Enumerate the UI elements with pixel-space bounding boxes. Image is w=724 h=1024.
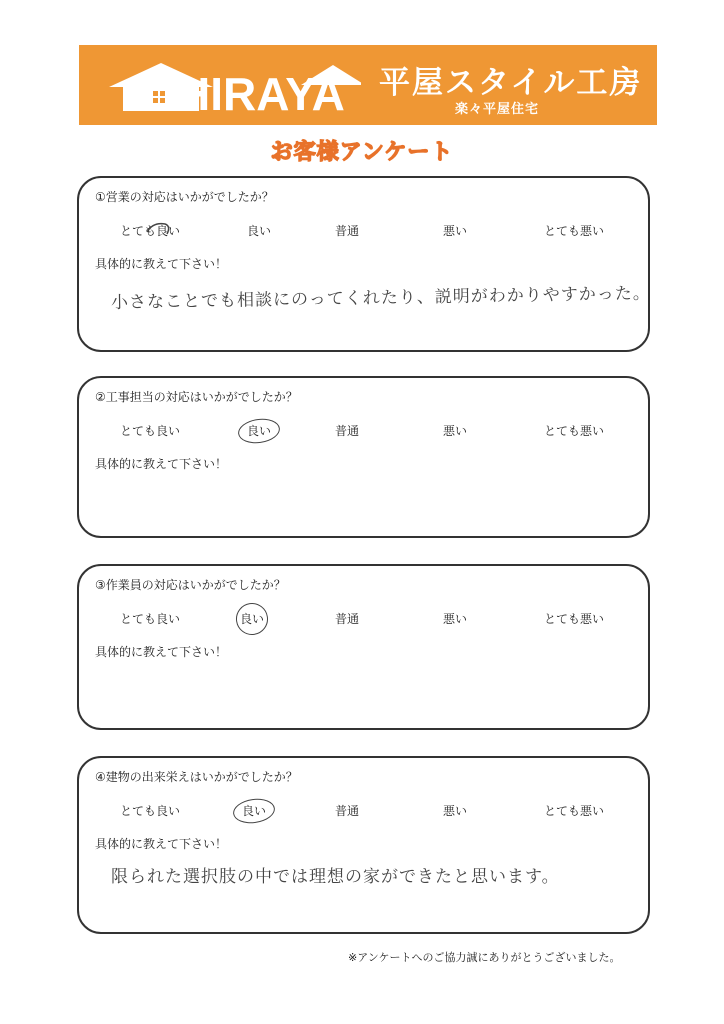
- details-label: 具体的に教えて下さい！: [95, 645, 228, 659]
- option-bad[interactable]: [443, 422, 467, 439]
- handwritten-answer: 限られた選択肢の中では理想の家ができたと思います。: [111, 867, 560, 887]
- option-bad[interactable]: [443, 222, 467, 239]
- logo-text: HIRAYA: [177, 68, 345, 115]
- option-very-good[interactable]: [120, 222, 180, 239]
- option-label: 普通: [334, 424, 360, 438]
- option-label: 普通: [334, 612, 360, 626]
- option-label: とても悪い: [543, 424, 605, 438]
- question-box-1: [77, 176, 650, 352]
- survey-title: お客様アンケート: [270, 140, 454, 165]
- option-label: 悪い: [442, 804, 468, 818]
- question-text: ②工事担当の対応はいかがでしたか？: [95, 390, 298, 404]
- details-label: 具体的に教えて下さい！: [95, 257, 228, 271]
- option-label: とても良い: [119, 424, 181, 438]
- question-text: ③作業員の対応はいかがでしたか？: [95, 578, 286, 592]
- question-box-4: [77, 756, 650, 934]
- option-very-bad[interactable]: [544, 610, 604, 627]
- option-label: 悪い: [442, 612, 468, 626]
- selection-circle-icon: [234, 600, 270, 636]
- option-label: 良い: [239, 612, 265, 626]
- option-label: 良い: [241, 804, 267, 818]
- question-box-2: [77, 376, 650, 538]
- option-bad[interactable]: [443, 610, 467, 627]
- option-very-bad[interactable]: [544, 422, 604, 439]
- option-label: とても良い: [119, 612, 181, 626]
- option-average[interactable]: [335, 802, 359, 819]
- option-label: 悪い: [442, 224, 468, 238]
- option-label: 普通: [334, 804, 360, 818]
- hiraya-logo: [101, 55, 361, 115]
- thank-you-note: ※アンケートへのご協力誠にありがとうございました。: [348, 951, 621, 964]
- option-very-bad[interactable]: [544, 802, 604, 819]
- option-good[interactable]: [247, 422, 271, 439]
- option-bad[interactable]: [443, 802, 467, 819]
- question-text: ④建物の出来栄えはいかがでしたか？: [95, 770, 298, 784]
- option-average[interactable]: [335, 610, 359, 627]
- brand-subtitle: 楽々平屋住宅: [455, 102, 540, 117]
- option-very-good[interactable]: [120, 802, 180, 819]
- option-label: 悪い: [442, 424, 468, 438]
- option-label: とても悪い: [543, 612, 605, 626]
- option-very-good[interactable]: [120, 422, 180, 439]
- option-label: 良い: [246, 224, 272, 238]
- option-good[interactable]: [247, 222, 271, 239]
- details-label: 具体的に教えて下さい！: [95, 457, 228, 471]
- question-text: ①営業の対応はいかがでしたか？: [95, 190, 274, 204]
- option-average[interactable]: [335, 422, 359, 439]
- option-label: とても良い: [119, 804, 181, 818]
- option-very-bad[interactable]: [544, 222, 604, 239]
- option-label: とても良い: [119, 224, 181, 238]
- option-label: とても悪い: [543, 804, 605, 818]
- option-average[interactable]: [335, 222, 359, 239]
- question-box-3: [77, 564, 650, 730]
- option-very-good[interactable]: [120, 610, 180, 627]
- option-label: とても悪い: [543, 224, 605, 238]
- option-good[interactable]: [242, 802, 266, 819]
- header-banner: [79, 45, 657, 125]
- details-label: 具体的に教えて下さい！: [95, 837, 228, 851]
- selection-circle-icon: [232, 796, 277, 826]
- selection-circle-icon: [237, 416, 282, 446]
- brand-title: 平屋スタイル工房: [379, 65, 643, 101]
- option-label: 普通: [334, 224, 360, 238]
- option-good[interactable]: [240, 610, 264, 627]
- handwritten-answer: 小さなことでも相談にのってくれたり、説明がわかりやすかった。: [110, 283, 651, 313]
- option-label: 良い: [246, 424, 272, 438]
